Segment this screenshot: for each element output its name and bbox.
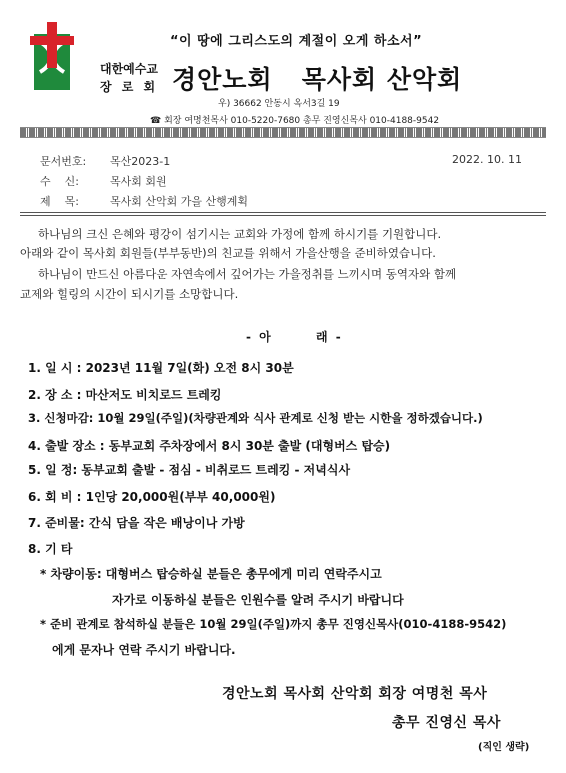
org-denomination — [100, 60, 158, 96]
document-date: 2022. 10. 11 — [452, 153, 522, 166]
org-line-2: 장 로 회 — [100, 80, 159, 94]
list-item: 4. 출발 장소 : 동부교회 주차장에서 8시 30분 출발 (대형버스 탑승) — [28, 439, 391, 453]
body-paragraph-2-line-2: 교제와 힐링의 시간이 되시기를 소망합니다. — [20, 287, 239, 301]
recipient-value: 목사회 회원 — [110, 175, 167, 188]
body-paragraph-1-line-1: 하나님의 크신 은혜와 평강이 섬기시는 교회와 가정에 함께 하시기를 기원합니다. — [38, 227, 442, 241]
contact-info: ☎ 회장 여명천목사 010-5220-7680 총무 진영신목사 010-4188-9542 — [150, 116, 440, 126]
list-item: 6. 회 비 : 1인당 20,000원(부부 40,000원) — [28, 490, 276, 504]
signature-chair: 경안노회 목사회 산악회 회장 여명천 목사 — [222, 686, 488, 702]
seal-omitted-note: (직인 생략) — [478, 742, 530, 753]
org-title: 경안노회 목사회 산악회 — [172, 65, 463, 94]
church-logo-icon — [26, 20, 78, 92]
decorative-divider — [20, 127, 546, 138]
note-2-line-1: * 준비 관계로 참석하실 분들은 10월 29일(주일)까지 총무 진영신목사(010-4188-9542) — [40, 617, 507, 631]
address: 우) 36662 안동시 옥서3길 19 — [218, 99, 340, 109]
list-item: 3. 신청마감: 10월 29일(주일)(차량관계와 식사 관계로 신청 받는 시한을 정하겠습니다.) — [28, 411, 483, 425]
list-item: 7. 준비물: 간식 담을 작은 배낭이나 가방 — [28, 516, 245, 530]
subject-value: 목사회 산악회 가을 산행계획 — [110, 195, 249, 208]
signature-secretary: 총무 진영신 목사 — [392, 715, 501, 731]
doc-number-value: 목산2023-1 — [110, 155, 171, 168]
doc-number-label: 문서번호: — [40, 155, 87, 168]
divider-line — [20, 215, 546, 216]
section-title: - 아 래 - — [246, 330, 343, 344]
body-paragraph-1-line-2: 아래와 같이 목사회 회원들(부부동반)의 친교를 위해서 가을산행을 준비하였습니다. — [20, 246, 436, 260]
note-1-line-2: 자가로 이동하실 분들은 인원수를 알려 주시기 바랍니다 — [112, 593, 404, 607]
recipient-label: 수 신: — [40, 175, 79, 188]
divider-line — [20, 212, 546, 213]
org-line-1: 대한예수교 — [100, 62, 158, 76]
list-item: 5. 일 정: 동부교회 출발 - 점심 - 비취로드 트레킹 - 저녁식사 — [28, 463, 351, 477]
list-item: 2. 장 소 : 마산저도 비치로드 트레킹 — [28, 388, 222, 402]
note-2-line-2: 에게 문자나 연락 주시기 바랍니다. — [52, 643, 236, 657]
body-paragraph-2-line-1: 하나님이 만드신 아름다운 자연속에서 깊어가는 가을정취를 느끼시며 동역자와 함께 — [38, 267, 457, 281]
motto: “이 땅에 그리스도의 계절이 오게 하소서” — [170, 34, 423, 49]
subject-label: 제 목: — [40, 195, 79, 208]
note-1-line-1: * 차량이동: 대형버스 탑승하실 분들은 총무에게 미리 연락주시고 — [40, 567, 382, 581]
list-item: 1. 일 시 : 2023년 11월 7일(화) 오전 8시 30분 — [28, 361, 294, 375]
list-item: 8. 기 타 — [28, 542, 73, 556]
